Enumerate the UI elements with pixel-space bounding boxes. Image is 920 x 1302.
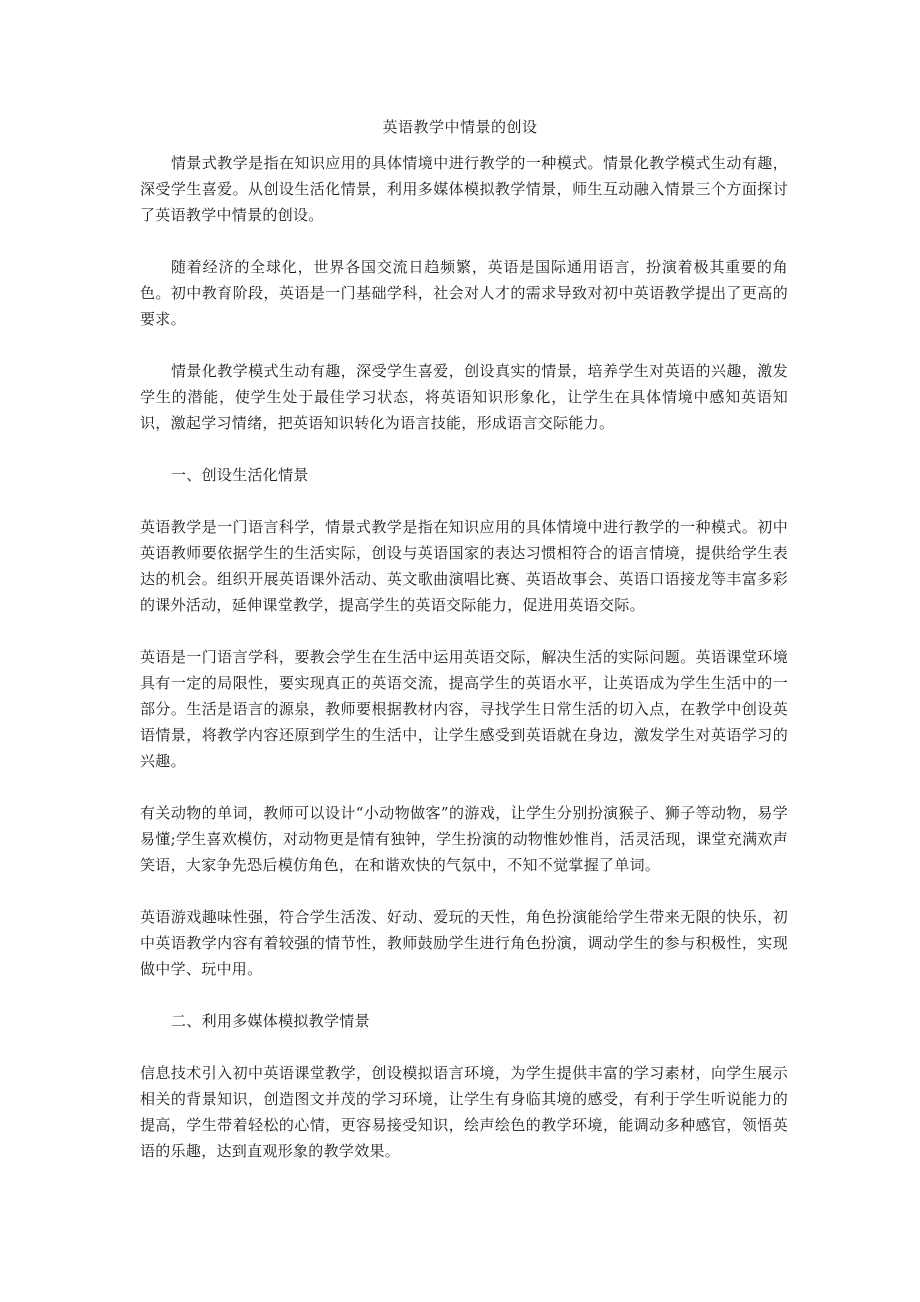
- section-heading-2: 二、利用多媒体模拟教学情景: [171, 1012, 370, 1030]
- intro-paragraph: 情景式教学是指在知识应用的具体情境中进行教学的一种模式。情景化教学模式生动有趣，深受学生喜爱。从创设生活化情景，利用多媒体模拟教学情景，师生互动融入情景三个方面探讨了英语教学中情景的创设。: [140, 154, 788, 224]
- section1-paragraph-3: 有关动物的单词，教师可以设计“小动物做客”的游戏，让学生分别扮演猴子、狮子等动物，易学易懂;学生喜欢模仿，对动物更是情有独钟，学生扮演的动物惟妙惟肖，活灵活现，课堂充满欢声笑语，大家争先恐后模仿角色，在和谐欢快的气氛中，不知不觉掌握了单词。: [140, 804, 788, 874]
- overview-paragraph: 情景化教学模式生动有趣，深受学生喜爱，创设真实的情景，培养学生对英语的兴趣，激发学生的潜能，使学生处于最佳学习状态，将英语知识形象化，让学生在具体情境中感知英语知识，激起学习情绪，把英语知识转化为语言技能，形成语言交际能力。: [140, 362, 788, 432]
- section1-paragraph-4: 英语游戏趣味性强，符合学生活泼、好动、爱玩的天性，角色扮演能给学生带来无限的快乐，初中英语教学内容有着较强的情节性，教师鼓励学生进行角色扮演，调动学生的参与积极性，实现做中学、玩中用。: [140, 908, 788, 978]
- section-heading-1: 一、创设生活化情景: [171, 466, 309, 484]
- background-paragraph: 随着经济的全球化，世界各国交流日趋频繁，英语是国际通用语言，扮演着极其重要的角色。初中教育阶段，英语是一门基础学科，社会对人才的需求导致对初中英语教学提出了更高的要求。: [140, 258, 788, 328]
- document-title: 英语教学中情景的创设: [382, 118, 538, 136]
- section1-paragraph-2: 英语是一门语言学科，要教会学生在生活中运用英语交际，解决生活的实际问题。英语课堂环境具有一定的局限性，要实现真正的英语交流，提高学生的英语水平，让英语成为学生生活中的一部分。生活是语言的源泉，教师要根据教材内容，寻找学生日常生活的切入点，在教学中创设英语情景，将教学内容还原到学生的生活中，让学生感受到英语就在身边，激发学生对英语学习的兴趣。: [140, 648, 788, 770]
- section1-paragraph-1: 英语教学是一门语言科学，情景式教学是指在知识应用的具体情境中进行教学的一种模式。初中英语教师要依据学生的生活实际，创设与英语国家的表达习惯相符合的语言情境，提供给学生表达的机会。组织开展英语课外活动、英文歌曲演唱比赛、英语故事会、英语口语接龙等丰富多彩的课外活动，延伸课堂教学，提高学生的英语交际能力，促进用英语交际。: [140, 518, 788, 614]
- section2-paragraph-1: 信息技术引入初中英语课堂教学，创设模拟语言环境，为学生提供丰富的学习素材，向学生展示相关的背景知识，创造图文并茂的学习环境，让学生有身临其境的感受，有利于学生听说能力的提高，学生带着轻松的心情，更容易接受知识，绘声绘色的教学环境，能调动多种感官，领悟英语的乐趣，达到直观形象的教学效果。: [140, 1064, 788, 1160]
